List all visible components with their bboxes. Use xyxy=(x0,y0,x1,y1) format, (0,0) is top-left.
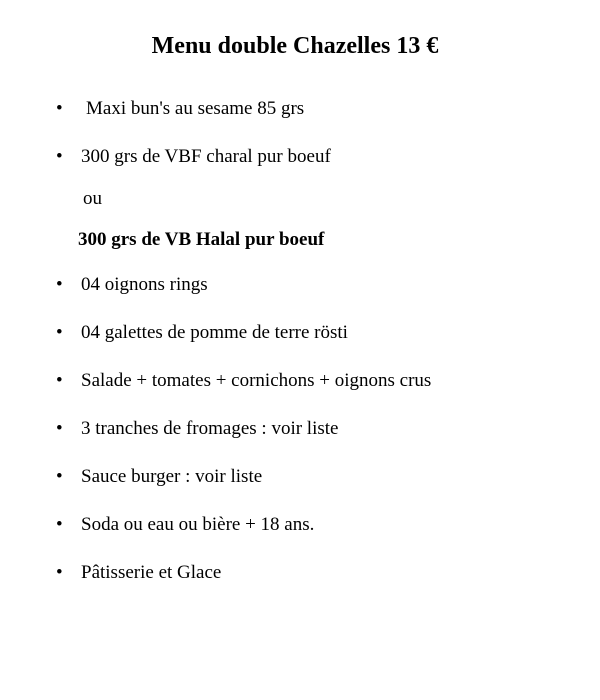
or-text: ou xyxy=(83,188,102,209)
list-item-text: 04 oignons rings xyxy=(81,274,208,295)
bullet-icon: • xyxy=(56,322,63,343)
menu-title: Menu double Chazelles 13 € xyxy=(151,33,439,59)
list-item-text: Salade + tomates + cornichons + oignons crus xyxy=(81,370,432,391)
bullet-icon: • xyxy=(56,514,63,535)
bullet-icon: • xyxy=(56,418,63,439)
halal-option-text: 300 grs de VB Halal pur boeuf xyxy=(78,229,325,250)
list-item-text: 300 grs de VBF charal pur boeuf xyxy=(81,146,331,167)
bullet-icon: • xyxy=(56,370,63,391)
bullet-icon: • xyxy=(56,146,63,167)
bullet-icon: • xyxy=(56,274,63,295)
list-item-text: Sauce burger : voir liste xyxy=(81,466,263,487)
bullet-icon: • xyxy=(56,98,63,119)
bullet-icon: • xyxy=(56,466,63,487)
list-item-text: 3 tranches de fromages : voir liste xyxy=(81,418,339,439)
bullet-icon: • xyxy=(56,562,63,583)
list-item-text: Maxi bun's au sesame 85 grs xyxy=(86,98,305,119)
list-item-text: 04 galettes de pomme de terre rösti xyxy=(81,322,348,343)
list-item-text: Pâtisserie et Glace xyxy=(81,562,222,583)
list-item-text: Soda ou eau ou bière + 18 ans. xyxy=(81,514,315,535)
